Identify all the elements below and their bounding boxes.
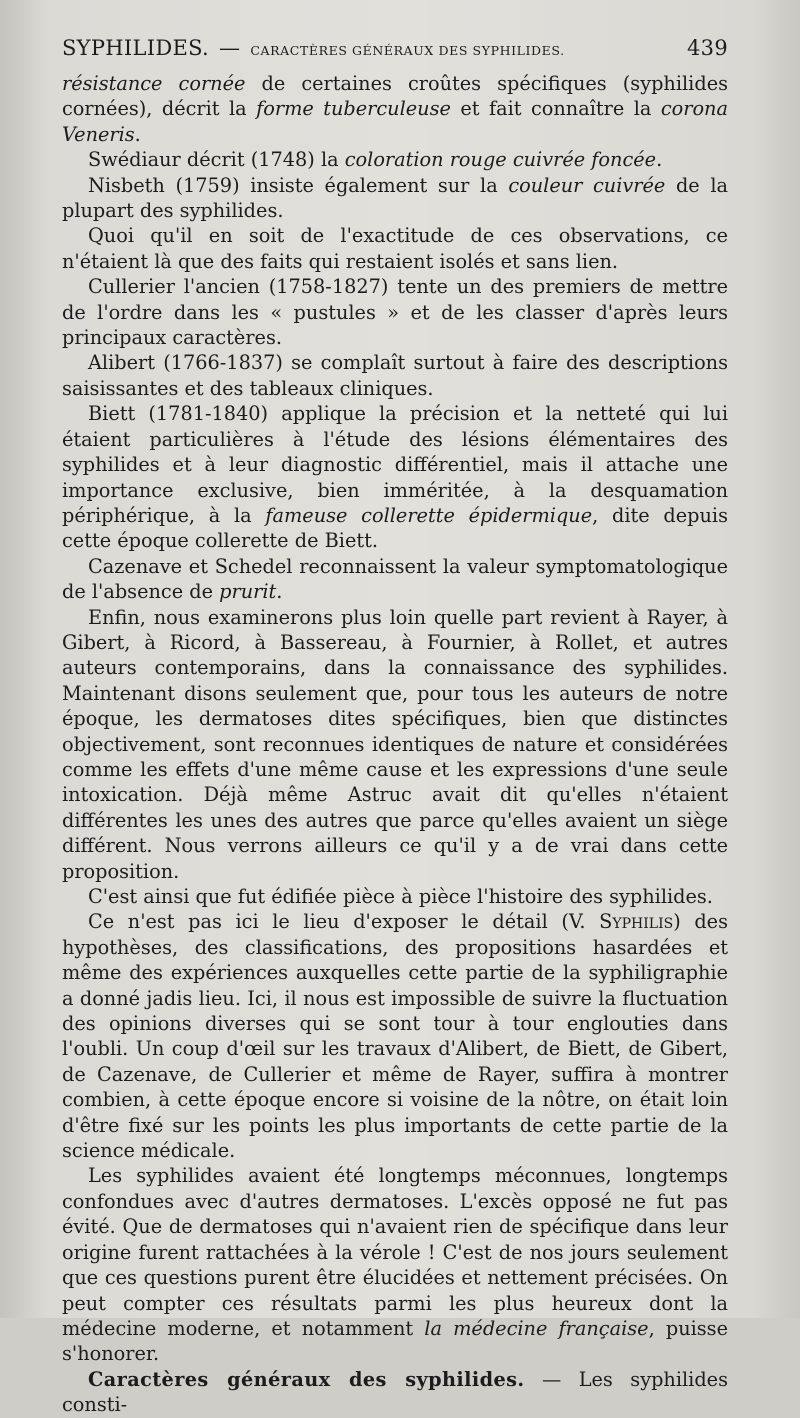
text-run: et fait connaître la [450,97,661,121]
text-run: , dite depuis cette époque collerette de Biett. [62,503,728,553]
text-run: Alibert (1766-1837) se complaît surtout à faire des descriptions saisissantes et des tableaux cliniques. [62,351,728,400]
text-run: de la plupart des syphilides. [62,173,728,223]
paragraph [62,274,728,350]
paragraph [62,1163,728,1366]
paragraph [62,554,728,605]
body-text [62,71,728,1418]
running-head-title: SYPHILIDES. [62,36,210,60]
text-run: de certaines croûtes spécifiques (syphilides cornées), décrit la [62,72,728,121]
running-head-subtitle: CARACTÈRES GÉNÉRAUX DES SYPHILIDES. [250,43,565,58]
paragraph [62,350,728,401]
paragraph [62,605,728,884]
text-run: Swédiaur décrit (1748) la [88,148,345,172]
section-heading: Caractères généraux des syphilides. [88,1367,525,1391]
text-run: . [276,580,283,604]
paragraph [62,223,728,274]
text-run: Quoi qu'il en soit de l'exactitude de ces observations, ce n'étaient là que des faits qui restaient isolés et sans lien. [62,224,728,273]
paragraph [62,909,728,1163]
page-number: 439 [687,36,728,60]
italic-text: forme tuberculeuse [256,97,451,121]
text-run: Les syphilides avaient été longtemps méconnues, longtemps confondues avec d'autres dermatoses. L'excès opposé ne fut pas évité. Que de dermatoses qui n'avaient rien de spécifique dans leur origine furent rattachées à la vérole ! C'est de nos jours seulement que ces questions purent être élucidées et nettement précisées. On peut compter ces résultats parmi les plus heureux dont la médecine moderne, et notamment [62,1164,728,1340]
paragraph [62,884,728,909]
paragraph [62,71,728,147]
text-run: Enfin, nous examinerons plus loin quelle part revient à Rayer, à Gibert, à Ricord, à Bassereau, à Fournier, à Rollet, et autres auteurs contemporains, dans la connaissance des syphilides. Maintenant disons seulement que, pour tous les auteurs de notre époque, les dermatoses dites spécifiques, bien que distinctes objectivement, sont reconnues identiques de nature et considérées comme les effets d'une même cause et les expressions d'une seule intoxication. Déjà même Astruc avait dit qu'elles n'étaient différentes les unes des autres que parce qu'elles avaient un siège différent. Nous verrons ailleurs ce qu'il y a de vrai dans cette proposition. [62,605,728,883]
text-run: . [134,122,141,146]
italic-text: coloration rouge cuivrée foncée [344,148,657,172]
text-run: Syphilis [599,910,674,934]
paragraph [62,1367,728,1418]
paragraph [62,401,728,553]
italic-text: prurit [219,580,277,604]
text-run: Cullerier l'ancien (1758-1827) tente un des premiers de mettre de l'ordre dans les « pustules » et de les classer d'après leurs principaux caractères. [62,275,728,350]
text-run: . [656,148,663,172]
text-run: , puisse s'honorer. [62,1316,728,1366]
italic-text: fameuse collerette épidermique [265,503,593,527]
italic-text: la médecine française [424,1316,649,1340]
text-run: Biett (1781-1840) applique la précision et la netteté qui lui étaient particulières à l'étude des lésions élémentaires des syphilides et à leur diagnostic différentiel, mais il attache une importance exclusive, bien imméritée, à la desquamation périphérique, à la [62,402,728,527]
running-head-dash: — [219,36,241,60]
italic-text: couleur cuivrée [508,173,666,197]
running-head [62,36,728,63]
text-run: — Les syphilides consti- [62,1367,728,1417]
italic-text: corona Veneris [62,97,728,146]
paragraph [62,173,728,224]
text-run: C'est ainsi que fut édifiée pièce à pièce l'histoire des syphilides. [88,885,713,908]
text-run: Nisbeth (1759) insiste également sur la [88,173,509,197]
italic-text: résistance cornée [62,72,246,95]
text-run: Cazenave et Schedel reconnaissent la valeur symptomatologique de l'absence de [62,554,728,604]
paragraph [62,147,728,172]
text-run: Ce n'est pas ici le lieu d'exposer le détail (V. [88,910,600,934]
text-run: ) des hypothèses, des classifications, des propositions hasardées et même des expériences auxquelles cette partie de la syphiligraphie a donné jadis lieu. Ici, il nous est impossible de suivre la fluctuation des opinions diverses qui se sont tour à tour englouties dans l'oubli. Un coup d'œil sur les travaux d'Alibert, de Biett, de Gibert, de Cazenave, de Cullerier et même de Rayer, suffira à montrer combien, à cette époque encore si voisine de la nôtre, on était loin d'être fixé sur les points les plus importants de cette partie de la science médicale. [62,910,728,1163]
